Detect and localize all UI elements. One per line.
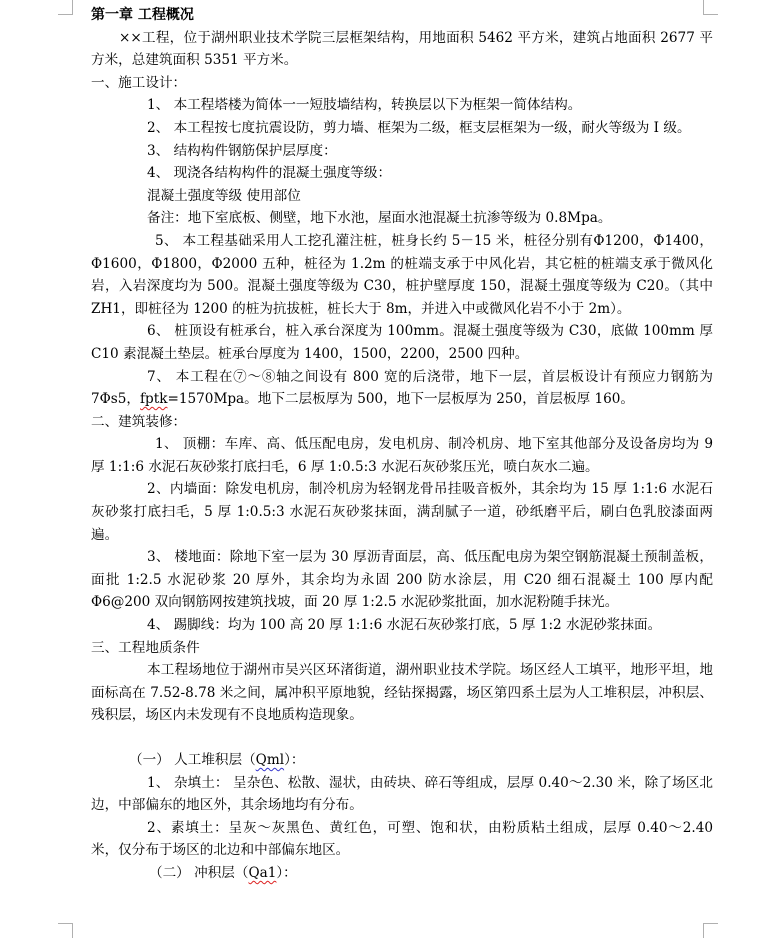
page-corner-mark-bottom-right	[703, 923, 718, 938]
paragraph: 本工程场地位于湖州市吴兴区环渚街道，湖州职业技术学院。场区经人工填平，地形平坦，地面标高在 7.52-8.78 米之间，属冲积平原地貌，经钻探揭露，场区第四系土层为人工堆积层，冲积层、残积层，场区内未发现有不良地质构造现象。	[91, 662, 713, 724]
subsection-heading	[91, 749, 713, 772]
paragraph: 3、 楼地面：除地下室一层为 30 厚沥青面层，高、低压配电房为架空钢筋混凝土预制盖板，面批 1:2.5 水泥砂浆 20 厚外，其余均为永固 200 防水涂层，用 C20 细石混凝土 100 厚内配Φ6@200 双向钢筋网按建筑找坡，面 20 厚 1:2.5 水泥砂浆批面，加水泥粉随手抹光。	[91, 549, 713, 611]
spellcheck-underlined-text: fptk	[140, 391, 168, 408]
paragraph	[91, 366, 713, 411]
text-run: （二） 冲积层（	[149, 864, 249, 881]
paragraph: 2、 本工程按七度抗震设防，剪力墙、框架为二级，框支层框架为一级，耐火等级为 I 级。	[147, 119, 691, 136]
text-run: ）：	[284, 752, 305, 768]
section-heading-construction-design: 一、施工设计：	[91, 74, 187, 91]
page-corner-mark-top-left	[58, 0, 73, 15]
text-run: ）：	[276, 864, 297, 881]
intro-paragraph: ××工程，位于湖州职业技术学院三层框架结构，用地面积 5462 平方米，建筑占地面积 2677 平方米，总建筑面积 5351 平方米。	[91, 29, 713, 69]
subsection-heading	[91, 862, 713, 885]
section-heading-geology: 三、工程地质条件	[91, 639, 200, 656]
paragraph: 1、 杂填土： 呈杂色、松散、湿状，由砖块、碎石等组成，层厚 0.40～2.30 米，除了场区北边，中部偏东的地区外，其余场地均有分布。	[91, 774, 713, 814]
paragraph: 3、 结构构件钢筋保护层厚度：	[147, 142, 337, 159]
paragraph: 备注：地下室底板、侧壁，地下水池，屋面水池混凝土抗渗等级为 0.8Mpa。	[147, 210, 612, 227]
paragraph: 5、 本工程基础采用人工挖孔灌注桩，桩身长约 5－15 米，桩径分别有Φ1200，Φ1400，Φ1600，Φ1800，Φ2000 五种，桩径为 1.2m 的桩端支承于中风化岩，其它桩的桩端支承于微风化岩，入岩深度均为 500。混凝土强度等级为 C30，桩护壁厚度 150，混凝土强度等级为 C20。（其中 ZH1，即桩径为 1200 的桩为抗拔桩，桩长大于 8m，并进入中或微风化岩不小于 2m）。	[91, 232, 713, 317]
blank-line	[91, 727, 713, 749]
paragraph: 2、内墙面：除发电机房，制冷机房为轻钢龙骨吊挂吸音板外，其余均为 15 厚 1:1:6 水泥石灰砂浆打底扫毛，5 厚 1:0.5:3 水泥石灰砂浆抹面，满刮腻子一道，砂纸磨平后，刷白色乳胶漆面两遍。	[91, 481, 713, 543]
chapter-title: 第一章 工程概况	[91, 7, 194, 23]
paragraph: 4、 踢脚线：均为 100 高 20 厚 1:1:6 水泥石灰砂浆打底，5 厚 1:2 水泥砂浆抹面。	[147, 617, 662, 634]
spellcheck-underlined-text: Qa1	[248, 864, 277, 881]
paragraph: 1、 本工程塔楼为简体一一短肢墙结构，转换层以下为框架一简体结构。	[147, 97, 582, 114]
document-page	[91, 4, 713, 885]
paragraph: 混凝土强度等级 使用部位	[147, 187, 301, 204]
paragraph: 6、 桩顶设有桩承台，桩入承台深度为 100mm。混凝土强度等级为 C30，底做 100mm 厚 C10 素混凝土垫层。桩承台厚度为 1400，1500，2200，2500 四种。	[91, 323, 713, 362]
paragraph: 1、 顶棚：车库、高、低压配电房，发电机房、制冷机房、地下室其他部分及设备房均为 9 厚 1:1:6 水泥石灰砂浆打底扫毛，6 厚 1:0.5:3 水泥石灰砂浆压光，喷白灰水二遍。	[91, 436, 713, 475]
section-heading-decoration: 二、建筑装修：	[91, 413, 187, 430]
text-run: （一） 人工堆积层（	[129, 752, 256, 768]
paragraph: 2、素填土：呈灰～灰黑色、黄红色，可塑、饱和状，由粉质粘土组成，层厚 0.40～2.40 米，仅分布于场区的北边和中部偏东地区。	[91, 819, 713, 859]
paragraph: 4、 现浇各结构构件的混凝土强度等级：	[147, 165, 392, 182]
page-corner-mark-bottom-left	[58, 923, 73, 938]
spellcheck-underlined-text: Qml	[255, 752, 285, 768]
text-run: 7、 本工程在⑦～⑧轴之间设有 800 宽的后浇带，地下一层，首层板设计有预应力钢筋为 7Φs5，	[91, 368, 713, 408]
text-run: =1570Mpa。地下二层板厚为 500，地下一层板厚为 250，首层板厚 160。	[167, 391, 635, 408]
